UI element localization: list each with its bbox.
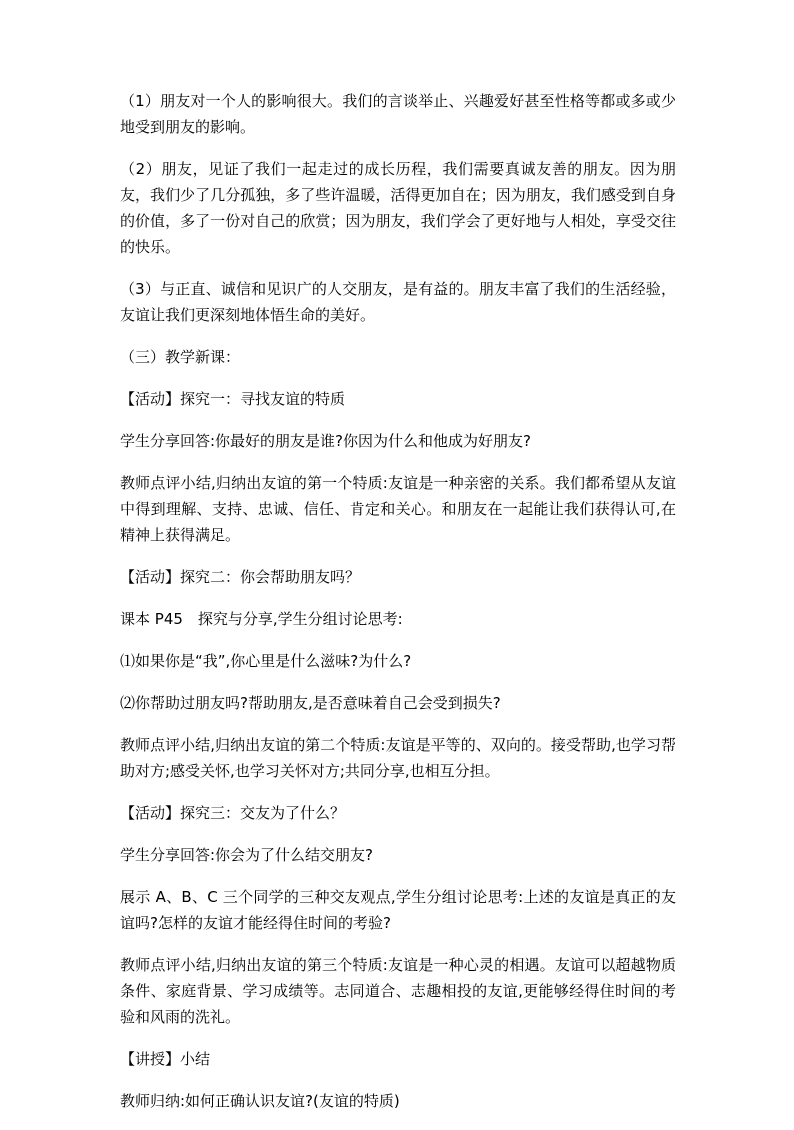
section-heading-new-lesson: （三）教学新课： bbox=[120, 348, 241, 366]
question-2: ⑵你帮助过朋友吗?帮助朋友,是否意味着自己会受到损失? bbox=[120, 694, 501, 712]
paragraph-beneficial-friends: （3）与正直、诚信和见识广的人交朋友，是有益的。朋友丰富了我们的生活经验，友谊让我们更深刻地体悟生命的美好。 bbox=[120, 280, 676, 324]
activity-heading-2: 【活动】探究二：你会帮助朋友吗？ bbox=[120, 568, 361, 586]
teacher-summary-3: 教师点评小结,归纳出友谊的第三个特质:友谊是一种心灵的相遇。友谊可以超越物质条件、家庭背景、学习成绩等。志同道合、志趣相投的友谊,更能够经得住时间的考验和风雨的洗礼。 bbox=[120, 956, 676, 1026]
viewpoints-discussion: 展示 A、B、C 三个同学的三种交友观点,学生分组讨论思考:上述的友谊是真正的友谊吗?怎样的友谊才能经得住时间的考验? bbox=[120, 888, 676, 932]
question-1: ⑴如果你是“我”,你心里是什么滋味?为什么? bbox=[120, 652, 412, 670]
teacher-conclusion: 教师归纳:如何正确认识友谊?(友谊的特质) bbox=[120, 1092, 400, 1110]
textbook-reference: 课本 P45 探究与分享,学生分组讨论思考: bbox=[120, 610, 403, 628]
teacher-summary-2: 教师点评小结,归纳出友谊的第二个特质:友谊是平等的、双向的。接受帮助,也学习帮助对方;感受关怀,也学习关怀对方;共同分享,也相互分担。 bbox=[120, 736, 676, 780]
teacher-summary-1: 教师点评小结,归纳出友谊的第一个特质:友谊是一种亲密的关系。我们都希望从友谊中得到理解、支持、忠诚、信任、肯定和关心。和朋友在一起能让我们获得认可,在精神上获得满足。 bbox=[120, 474, 676, 544]
student-question-3: 学生分享回答:你会为了什么结交朋友? bbox=[120, 846, 374, 864]
paragraph-influence: （1）朋友对一个人的影响很大。我们的言谈举止、兴趣爱好甚至性格等都或多或少地受到朋友的影响。 bbox=[120, 92, 676, 136]
lecture-heading: 【讲授】小结 bbox=[120, 1050, 211, 1068]
document-page bbox=[120, 88, 676, 1130]
activity-heading-3: 【活动】探究三：交友为了什么？ bbox=[120, 804, 346, 822]
paragraph-growth: （2）朋友，见证了我们一起走过的成长历程，我们需要真诚友善的朋友。因为朋友，我们少了几分孤独，多了些许温暖，活得更加自在；因为朋友，我们感受到自身的价值，多了一份对自己的欣赏；因为朋友，我们学会了更好地与人相处，享受交往的快乐。 bbox=[120, 160, 676, 256]
student-question-1: 学生分享回答:你最好的朋友是谁?你因为什么和他成为好朋友? bbox=[120, 432, 531, 450]
activity-heading-1: 【活动】探究一：寻找友谊的特质 bbox=[120, 390, 346, 408]
